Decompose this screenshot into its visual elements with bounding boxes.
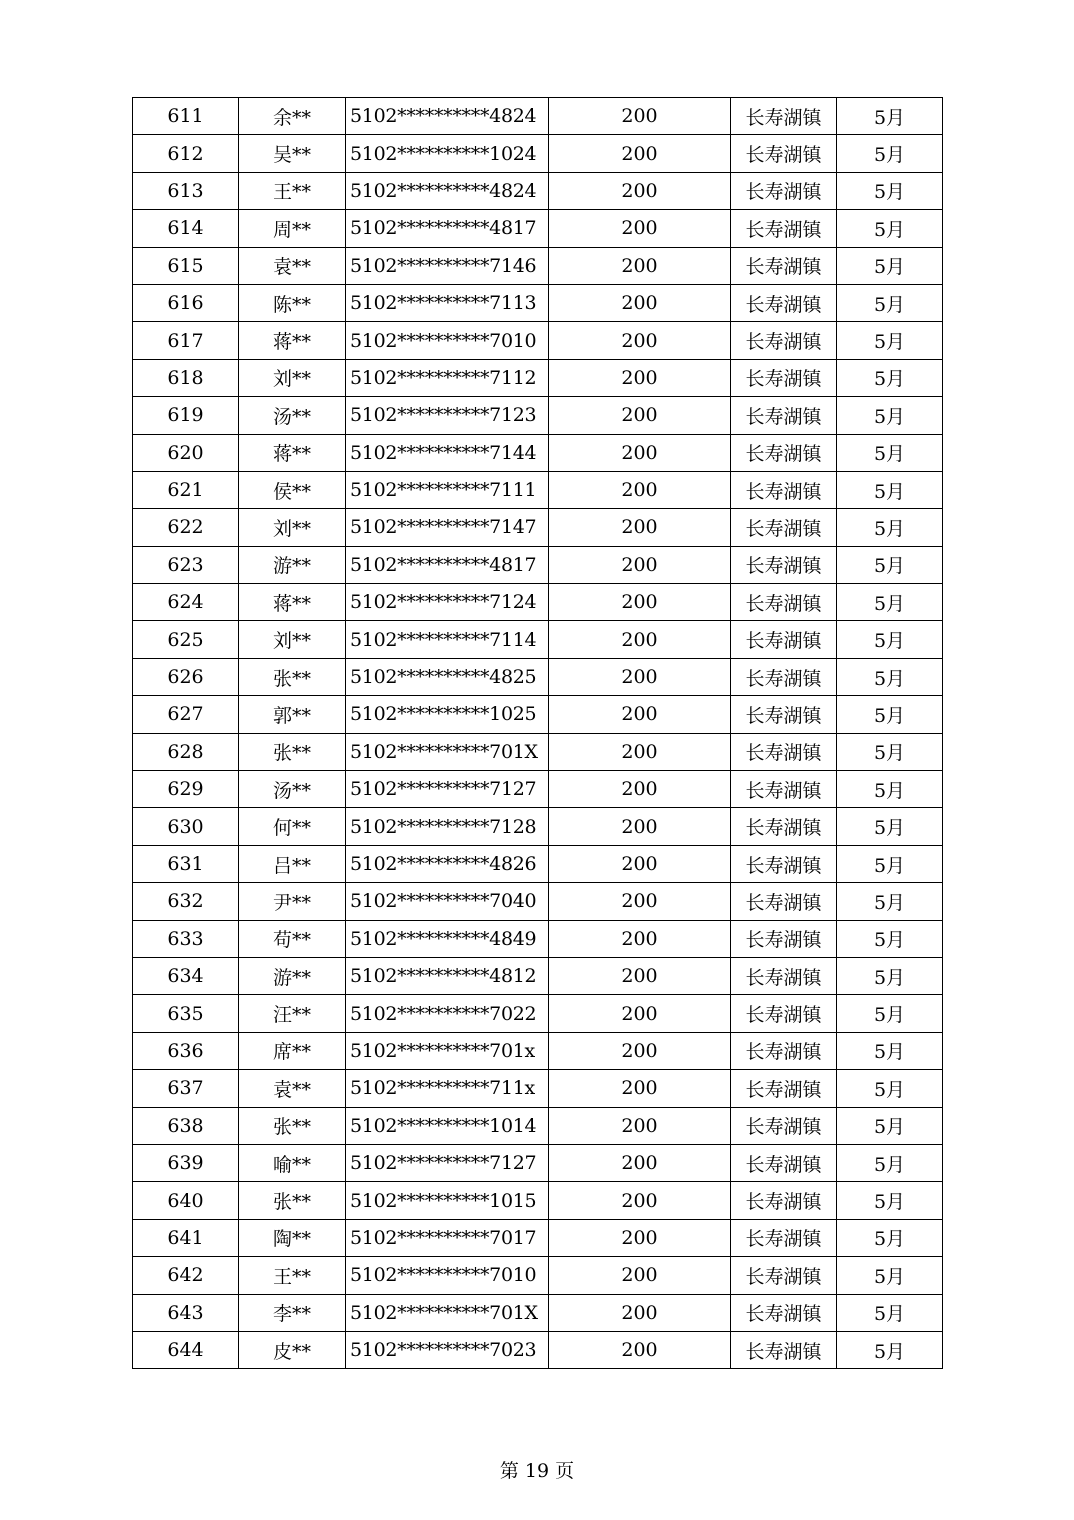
cell-month: 5月 — [837, 995, 943, 1032]
cell-amount: 200 — [549, 1182, 731, 1219]
cell-month: 5月 — [837, 1070, 943, 1107]
cell-amount: 200 — [549, 696, 731, 733]
cell-id-number: 5102**********4824 — [346, 172, 549, 209]
cell-amount: 200 — [549, 920, 731, 957]
table-row — [133, 957, 943, 994]
cell-index: 640 — [133, 1182, 239, 1219]
cell-name: 袁** — [239, 247, 346, 284]
cell-town: 长寿湖镇 — [731, 995, 837, 1032]
cell-index: 622 — [133, 509, 239, 546]
cell-amount: 200 — [549, 658, 731, 695]
cell-amount: 200 — [549, 509, 731, 546]
table-row — [133, 284, 943, 321]
cell-month: 5月 — [837, 808, 943, 845]
cell-month: 5月 — [837, 98, 943, 135]
cell-amount: 200 — [549, 359, 731, 396]
cell-id-number: 5102**********1015 — [346, 1182, 549, 1219]
cell-amount: 200 — [549, 1257, 731, 1294]
cell-amount: 200 — [549, 210, 731, 247]
table-row — [133, 359, 943, 396]
cell-town: 长寿湖镇 — [731, 322, 837, 359]
cell-id-number: 5102**********7127 — [346, 771, 549, 808]
cell-month: 5月 — [837, 1294, 943, 1331]
cell-amount: 200 — [549, 98, 731, 135]
cell-amount: 200 — [549, 808, 731, 845]
cell-town: 长寿湖镇 — [731, 98, 837, 135]
cell-amount: 200 — [549, 284, 731, 321]
cell-id-number: 5102**********4824 — [346, 98, 549, 135]
cell-town: 长寿湖镇 — [731, 1107, 837, 1144]
cell-month: 5月 — [837, 546, 943, 583]
cell-index: 641 — [133, 1219, 239, 1256]
cell-index: 612 — [133, 135, 239, 172]
table-body — [133, 98, 943, 1369]
cell-town: 长寿湖镇 — [731, 1182, 837, 1219]
cell-town: 长寿湖镇 — [731, 135, 837, 172]
cell-month: 5月 — [837, 135, 943, 172]
cell-name: 喻** — [239, 1144, 346, 1181]
cell-index: 619 — [133, 397, 239, 434]
cell-name: 蒋** — [239, 584, 346, 621]
cell-town: 长寿湖镇 — [731, 845, 837, 882]
cell-name: 蒋** — [239, 322, 346, 359]
cell-month: 5月 — [837, 397, 943, 434]
cell-month: 5月 — [837, 1331, 943, 1368]
cell-name: 刘** — [239, 621, 346, 658]
table-row — [133, 1070, 943, 1107]
cell-amount: 200 — [549, 1070, 731, 1107]
cell-index: 637 — [133, 1070, 239, 1107]
cell-id-number: 5102**********7146 — [346, 247, 549, 284]
cell-index: 639 — [133, 1144, 239, 1181]
cell-town: 长寿湖镇 — [731, 883, 837, 920]
cell-name: 汤** — [239, 771, 346, 808]
cell-month: 5月 — [837, 1182, 943, 1219]
cell-id-number: 5102**********4817 — [346, 546, 549, 583]
cell-name: 蒋** — [239, 434, 346, 471]
cell-index: 630 — [133, 808, 239, 845]
cell-id-number: 5102**********701x — [346, 1032, 549, 1069]
cell-month: 5月 — [837, 957, 943, 994]
table-row — [133, 696, 943, 733]
cell-month: 5月 — [837, 1032, 943, 1069]
table-row — [133, 210, 943, 247]
cell-town: 长寿湖镇 — [731, 920, 837, 957]
cell-month: 5月 — [837, 658, 943, 695]
cell-month: 5月 — [837, 696, 943, 733]
cell-index: 627 — [133, 696, 239, 733]
table-row — [133, 434, 943, 471]
cell-name: 汪** — [239, 995, 346, 1032]
cell-id-number: 5102**********7124 — [346, 584, 549, 621]
cell-id-number: 5102**********7144 — [346, 434, 549, 471]
cell-month: 5月 — [837, 322, 943, 359]
cell-index: 618 — [133, 359, 239, 396]
cell-index: 617 — [133, 322, 239, 359]
cell-index: 631 — [133, 845, 239, 882]
cell-month: 5月 — [837, 883, 943, 920]
cell-month: 5月 — [837, 247, 943, 284]
cell-town: 长寿湖镇 — [731, 808, 837, 845]
table-row — [133, 1032, 943, 1069]
cell-name: 尹** — [239, 883, 346, 920]
cell-month: 5月 — [837, 621, 943, 658]
cell-month: 5月 — [837, 1219, 943, 1256]
cell-index: 644 — [133, 1331, 239, 1368]
cell-name: 陈** — [239, 284, 346, 321]
cell-amount: 200 — [549, 1219, 731, 1256]
cell-town: 长寿湖镇 — [731, 584, 837, 621]
cell-id-number: 5102**********4817 — [346, 210, 549, 247]
cell-name: 王** — [239, 172, 346, 209]
cell-id-number: 5102**********4812 — [346, 957, 549, 994]
cell-town: 长寿湖镇 — [731, 509, 837, 546]
cell-town: 长寿湖镇 — [731, 1032, 837, 1069]
cell-town: 长寿湖镇 — [731, 434, 837, 471]
cell-id-number: 5102**********4849 — [346, 920, 549, 957]
cell-town: 长寿湖镇 — [731, 471, 837, 508]
cell-index: 629 — [133, 771, 239, 808]
cell-index: 632 — [133, 883, 239, 920]
table-row — [133, 1107, 943, 1144]
cell-amount: 200 — [549, 1107, 731, 1144]
cell-month: 5月 — [837, 284, 943, 321]
cell-index: 636 — [133, 1032, 239, 1069]
cell-amount: 200 — [549, 546, 731, 583]
cell-index: 635 — [133, 995, 239, 1032]
table-row — [133, 808, 943, 845]
table-row — [133, 98, 943, 135]
cell-town: 长寿湖镇 — [731, 210, 837, 247]
cell-id-number: 5102**********7111 — [346, 471, 549, 508]
page-number: 第 19 页 — [499, 1460, 575, 1482]
cell-id-number: 5102**********701X — [346, 733, 549, 770]
cell-name: 张** — [239, 733, 346, 770]
cell-name: 李** — [239, 1294, 346, 1331]
cell-town: 长寿湖镇 — [731, 546, 837, 583]
cell-index: 623 — [133, 546, 239, 583]
cell-id-number: 5102**********4825 — [346, 658, 549, 695]
cell-index: 620 — [133, 434, 239, 471]
cell-name: 何** — [239, 808, 346, 845]
cell-amount: 200 — [549, 957, 731, 994]
table-row — [133, 883, 943, 920]
cell-index: 621 — [133, 471, 239, 508]
cell-month: 5月 — [837, 172, 943, 209]
data-table — [132, 97, 943, 1369]
cell-amount: 200 — [549, 247, 731, 284]
cell-id-number: 5102**********4826 — [346, 845, 549, 882]
table-row — [133, 1257, 943, 1294]
table-row — [133, 172, 943, 209]
cell-name: 苟** — [239, 920, 346, 957]
cell-name: 刘** — [239, 359, 346, 396]
cell-name: 张** — [239, 1107, 346, 1144]
cell-index: 633 — [133, 920, 239, 957]
table-row — [133, 509, 943, 546]
cell-month: 5月 — [837, 210, 943, 247]
cell-id-number: 5102**********7010 — [346, 1257, 549, 1294]
cell-index: 624 — [133, 584, 239, 621]
cell-name: 游** — [239, 957, 346, 994]
table-row — [133, 621, 943, 658]
cell-id-number: 5102**********1014 — [346, 1107, 549, 1144]
cell-amount: 200 — [549, 471, 731, 508]
table-row — [133, 1294, 943, 1331]
cell-name: 吕** — [239, 845, 346, 882]
table-row — [133, 658, 943, 695]
cell-amount: 200 — [549, 135, 731, 172]
cell-town: 长寿湖镇 — [731, 1331, 837, 1368]
cell-index: 616 — [133, 284, 239, 321]
cell-name: 张** — [239, 658, 346, 695]
cell-name: 吴** — [239, 135, 346, 172]
cell-town: 长寿湖镇 — [731, 284, 837, 321]
cell-index: 643 — [133, 1294, 239, 1331]
cell-month: 5月 — [837, 733, 943, 770]
cell-amount: 200 — [549, 995, 731, 1032]
cell-town: 长寿湖镇 — [731, 172, 837, 209]
cell-id-number: 5102**********7040 — [346, 883, 549, 920]
cell-id-number: 5102**********7127 — [346, 1144, 549, 1181]
cell-month: 5月 — [837, 584, 943, 621]
cell-month: 5月 — [837, 1144, 943, 1181]
cell-amount: 200 — [549, 771, 731, 808]
cell-month: 5月 — [837, 1257, 943, 1294]
cell-town: 长寿湖镇 — [731, 1070, 837, 1107]
cell-name: 刘** — [239, 509, 346, 546]
cell-index: 634 — [133, 957, 239, 994]
cell-town: 长寿湖镇 — [731, 1219, 837, 1256]
cell-id-number: 5102**********701X — [346, 1294, 549, 1331]
cell-name: 侯** — [239, 471, 346, 508]
cell-month: 5月 — [837, 771, 943, 808]
table-row — [133, 397, 943, 434]
cell-index: 625 — [133, 621, 239, 658]
cell-name: 周** — [239, 210, 346, 247]
table-row — [133, 1219, 943, 1256]
table-row — [133, 995, 943, 1032]
cell-id-number: 5102**********711x — [346, 1070, 549, 1107]
cell-month: 5月 — [837, 845, 943, 882]
cell-name: 王** — [239, 1257, 346, 1294]
cell-month: 5月 — [837, 920, 943, 957]
cell-id-number: 5102**********7112 — [346, 359, 549, 396]
cell-month: 5月 — [837, 359, 943, 396]
cell-month: 5月 — [837, 509, 943, 546]
cell-id-number: 5102**********7113 — [346, 284, 549, 321]
cell-id-number: 5102**********7123 — [346, 397, 549, 434]
cell-town: 长寿湖镇 — [731, 1257, 837, 1294]
table-row — [133, 546, 943, 583]
cell-month: 5月 — [837, 434, 943, 471]
cell-id-number: 5102**********1024 — [346, 135, 549, 172]
cell-amount: 200 — [549, 1331, 731, 1368]
table-row — [133, 845, 943, 882]
cell-name: 袁** — [239, 1070, 346, 1107]
cell-name: 余** — [239, 98, 346, 135]
cell-name: 席** — [239, 1032, 346, 1069]
cell-id-number: 5102**********1025 — [346, 696, 549, 733]
cell-month: 5月 — [837, 1107, 943, 1144]
cell-month: 5月 — [837, 471, 943, 508]
cell-amount: 200 — [549, 322, 731, 359]
cell-index: 638 — [133, 1107, 239, 1144]
table-row — [133, 920, 943, 957]
cell-town: 长寿湖镇 — [731, 247, 837, 284]
cell-index: 642 — [133, 1257, 239, 1294]
cell-town: 长寿湖镇 — [731, 397, 837, 434]
cell-index: 611 — [133, 98, 239, 135]
table-row — [133, 584, 943, 621]
cell-index: 626 — [133, 658, 239, 695]
cell-name: 游** — [239, 546, 346, 583]
cell-amount: 200 — [549, 397, 731, 434]
cell-amount: 200 — [549, 172, 731, 209]
cell-town: 长寿湖镇 — [731, 957, 837, 994]
cell-amount: 200 — [549, 1144, 731, 1181]
cell-town: 长寿湖镇 — [731, 771, 837, 808]
cell-town: 长寿湖镇 — [731, 658, 837, 695]
cell-town: 长寿湖镇 — [731, 1144, 837, 1181]
cell-amount: 200 — [549, 883, 731, 920]
cell-id-number: 5102**********7017 — [346, 1219, 549, 1256]
table-row — [133, 1331, 943, 1368]
cell-id-number: 5102**********7022 — [346, 995, 549, 1032]
cell-index: 613 — [133, 172, 239, 209]
cell-town: 长寿湖镇 — [731, 696, 837, 733]
cell-id-number: 5102**********7023 — [346, 1331, 549, 1368]
table-row — [133, 135, 943, 172]
cell-amount: 200 — [549, 1294, 731, 1331]
cell-id-number: 5102**********7114 — [346, 621, 549, 658]
cell-amount: 200 — [549, 1032, 731, 1069]
table-row — [133, 247, 943, 284]
cell-amount: 200 — [549, 584, 731, 621]
cell-id-number: 5102**********7128 — [346, 808, 549, 845]
cell-town: 长寿湖镇 — [731, 359, 837, 396]
cell-amount: 200 — [549, 733, 731, 770]
table-row — [133, 322, 943, 359]
table-row — [133, 771, 943, 808]
cell-name: 汤** — [239, 397, 346, 434]
cell-town: 长寿湖镇 — [731, 733, 837, 770]
cell-name: 郭** — [239, 696, 346, 733]
cell-index: 614 — [133, 210, 239, 247]
cell-id-number: 5102**********7010 — [346, 322, 549, 359]
cell-name: 皮** — [239, 1331, 346, 1368]
cell-town: 长寿湖镇 — [731, 1294, 837, 1331]
cell-amount: 200 — [549, 845, 731, 882]
table-row — [133, 1144, 943, 1181]
cell-index: 615 — [133, 247, 239, 284]
cell-amount: 200 — [549, 621, 731, 658]
cell-id-number: 5102**********7147 — [346, 509, 549, 546]
cell-index: 628 — [133, 733, 239, 770]
table-row — [133, 733, 943, 770]
table-row — [133, 1182, 943, 1219]
cell-town: 长寿湖镇 — [731, 621, 837, 658]
cell-amount: 200 — [549, 434, 731, 471]
cell-name: 陶** — [239, 1219, 346, 1256]
table-row — [133, 471, 943, 508]
cell-name: 张** — [239, 1182, 346, 1219]
